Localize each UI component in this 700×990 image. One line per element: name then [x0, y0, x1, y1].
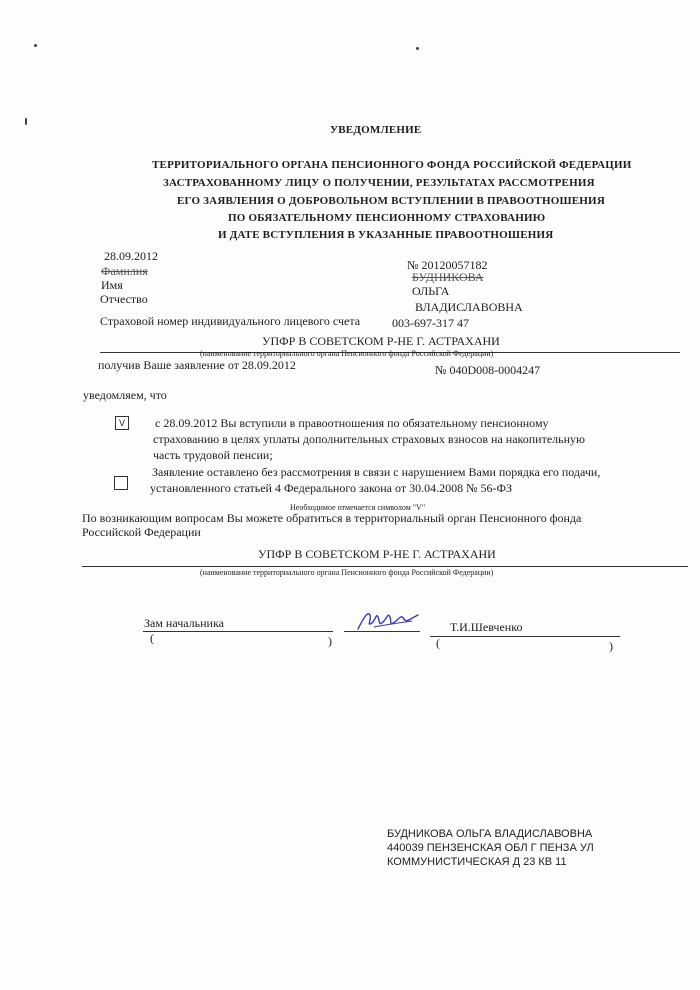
option-rejected-line-2: установленного статьей 4 Федерального закона от 30.04.2008 № 56-ФЗ [150, 481, 513, 495]
signer-underline [430, 636, 620, 637]
contact-line-2: Российской Федерации [82, 525, 201, 539]
mark-note: Необходимое отмечается символом "V" [290, 503, 426, 512]
address-line-3: КОММУНИСТИЧЕСКАЯ Д 23 КВ 11 [387, 856, 567, 868]
signer-name: Т.И.Шевченко [450, 620, 523, 634]
option-joined-line-1: с 28.09.2012 Вы вступили в правоотношения по обязательному пенсионному [155, 416, 549, 430]
heading-line-1: ТЕРРИТОРИАЛЬНОГО ОРГАНА ПЕНСИОННОГО ФОНДА РОССИЙСКОЙ ФЕДЕРАЦИИ [152, 159, 632, 171]
application-reg-number: № 040D008-0004247 [435, 363, 541, 377]
position-paren-open: ( [150, 631, 154, 645]
surname-label: Фамилия [101, 264, 148, 278]
document-number: № 20120057182 [407, 258, 488, 272]
contact-line-1: По возникающим вопросам Вы можете обратиться в территориальный орган Пенсионного фонда [82, 511, 582, 525]
name-value: ОЛЬГА [412, 284, 450, 298]
option-joined-line-3: часть трудовой пенсии; [153, 448, 273, 462]
document-date: 28.09.2012 [104, 249, 158, 263]
surname-value: БУДНИКОВА [412, 270, 484, 284]
position-paren-close: ) [328, 634, 332, 648]
handwritten-signature [354, 607, 424, 633]
signer-paren-close: ) [609, 639, 613, 653]
application-received: получив Ваше заявление от 28.09.2012 [98, 358, 296, 372]
option-rejected-line-1: Заявление оставлено без рассмотрения в связи с нарушением Вами порядка его подачи, [152, 465, 601, 479]
organ-caption: (наименование территориального органа Пенсионного фонда Российской Федерации) [200, 349, 494, 358]
address-line-1: БУДНИКОВА ОЛЬГА ВЛАДИСЛАВОВНА [387, 828, 593, 840]
heading-line-3: ЕГО ЗАЯВЛЕНИЯ О ДОБРОВОЛЬНОМ ВСТУПЛЕНИИ В ПРАВООТНОШЕНИЯ [177, 195, 605, 207]
option-joined-line-2: страхованию в целях уплаты дополнительных страховых взносов на накопительную [153, 432, 586, 446]
option-joined-checkbox[interactable]: V [115, 416, 129, 430]
snils-value: 003-697-317 47 [392, 316, 469, 330]
scan-speck [25, 118, 27, 125]
contact-organ-caption: (наименование территориального органа Пенсионного фонда Российской Федерации) [200, 568, 494, 577]
contact-organ-underline [82, 566, 688, 567]
scan-speck [34, 44, 37, 47]
signature-underline [344, 631, 420, 632]
heading-line-4: ПО ОБЯЗАТЕЛЬНОМУ ПЕНСИОННОМУ СТРАХОВАНИЮ [228, 212, 546, 224]
contact-organ-name: УПФР В СОВЕТСКОМ Р-НЕ Г. АСТРАХАНИ [258, 547, 496, 561]
patronymic-value: ВЛАДИСЛАВОВНА [415, 300, 523, 314]
pfr-organ-name: УПФР В СОВЕТСКОМ Р-НЕ Г. АСТРАХАНИ [262, 334, 500, 348]
option-rejected-checkbox[interactable] [114, 476, 128, 490]
heading-line-2: ЗАСТРАХОВАННОМУ ЛИЦУ О ПОЛУЧЕНИИ, РЕЗУЛЬТАТАХ РАССМОТРЕНИЯ [163, 177, 595, 189]
patronymic-label: Отчество [100, 292, 148, 306]
snils-label: Страховой номер индивидуального лицевого счета [100, 314, 361, 328]
name-label: Имя [101, 278, 123, 292]
position-underline [143, 631, 333, 632]
heading-line-5: И ДАТЕ ВСТУПЛЕНИЯ В УКАЗАННЫЕ ПРАВООТНОШЕНИЯ [218, 229, 554, 241]
address-line-2: 440039 ПЕНЗЕНСКАЯ ОБЛ Г ПЕНЗА УЛ [387, 842, 594, 854]
signer-paren-open: ( [436, 636, 440, 650]
document-title: УВЕДОМЛЕНИЕ [330, 124, 422, 136]
scan-speck [416, 47, 419, 50]
notify-text: уведомляем, что [83, 388, 167, 402]
signer-position: Зам начальника [144, 616, 224, 630]
